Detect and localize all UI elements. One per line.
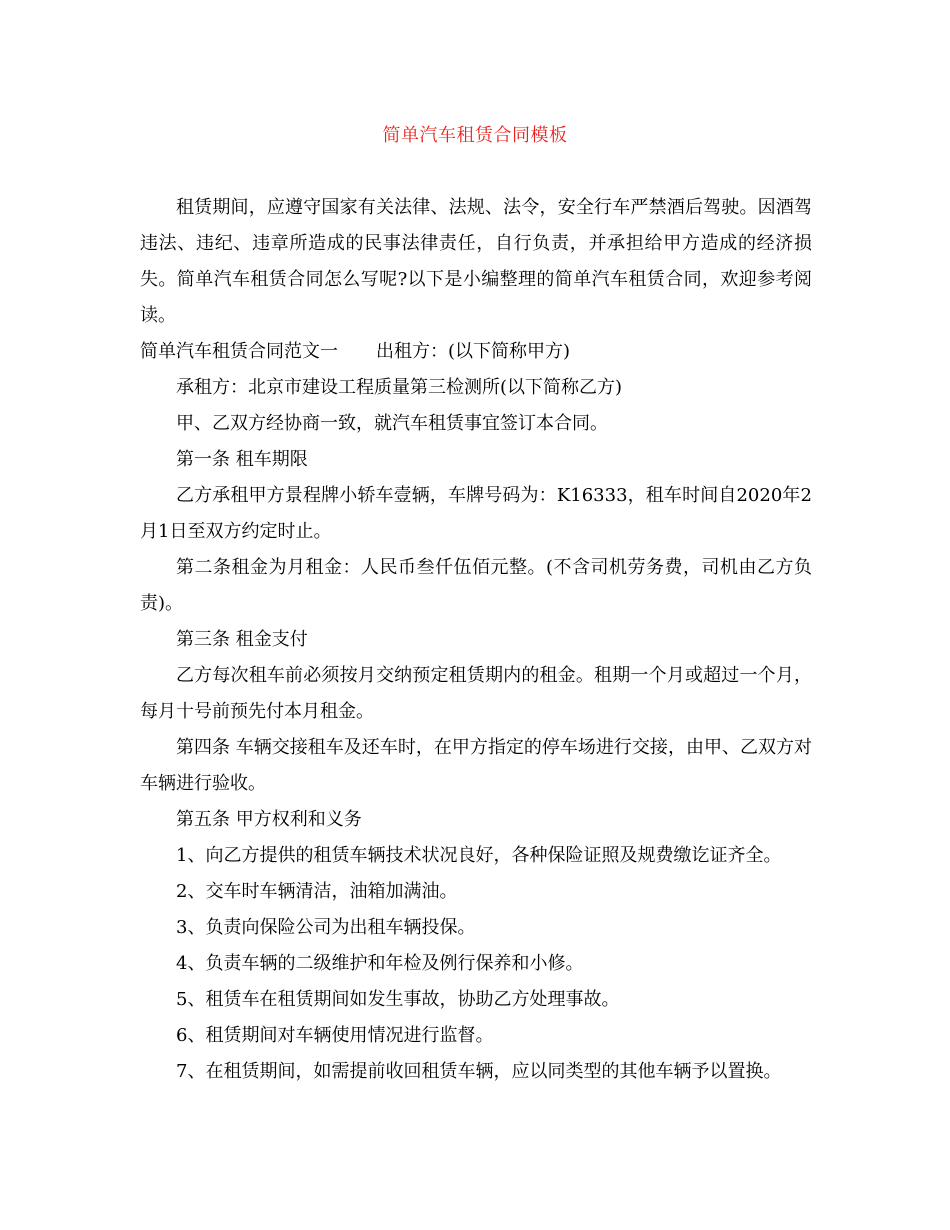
article-5-title: 第五条 甲方权利和义务 [176, 809, 362, 830]
list-item: 7、在租赁期间，如需提前收回租赁车辆，应以同类型的其他车辆予以置换。 [176, 1061, 782, 1082]
list-item: 3、负责向保险公司为出租车辆投保。 [176, 917, 476, 938]
list-item: 2、交车时车辆清洁，油箱加满油。 [176, 881, 458, 902]
article-4: 第四条 车辆交接租车及还车时，在甲方指定的停车场进行交接，由甲、乙双方对车辆进行验收。 [140, 737, 812, 794]
article-3-body: 乙方每次租车前必须按月交纳预定租赁期内的租金。租期一个月或超过一个月，每月十号前预先付本月租金。 [140, 665, 812, 722]
article-1-body: 乙方承租甲方景程牌小轿车壹辆，车牌号码为：K16333，租车时间自2020年2月1日至双方约定时止。 [140, 485, 812, 542]
lessor-line: 出租方：(以下简称甲方) [376, 341, 571, 362]
list-item: 6、租赁期间对车辆使用情况进行监督。 [176, 1025, 494, 1046]
article-3-title: 第三条 租金支付 [176, 629, 308, 650]
lessee-line: 承租方：北京市建设工程质量第三检测所(以下简称乙方) [176, 377, 623, 398]
list-item: 1、向乙方提供的租赁车辆技术状况良好，各种保险证照及规费缴讫证齐全。 [176, 845, 782, 866]
sample-heading: 简单汽车租赁合同范文一 [140, 341, 338, 362]
sample-heading-line [140, 334, 812, 370]
document-body [140, 190, 812, 1090]
article-2: 第二条租金为月租金：人民币叁仟伍佰元整。(不含司机劳务费，司机由乙方负责)。 [140, 557, 812, 614]
list-item: 4、负责车辆的二级维护和年检及例行保养和小修。 [176, 953, 584, 974]
article-1-title: 第一条 租车期限 [176, 449, 308, 470]
list-item: 5、租赁车在租赁期间如发生事故，协助乙方处理事故。 [176, 989, 620, 1010]
agreement-line: 甲、乙双方经协商一致，就汽车租赁事宜签订本合同。 [176, 413, 608, 434]
intro-paragraph: 租赁期间，应遵守国家有关法律、法规、法令，安全行车严禁酒后驾驶。因酒驾违法、违纪、违章所造成的民事法律责任，自行负责，并承担给甲方造成的经济损失。简单汽车租赁合同怎么写呢?以下是小编整理的简单汽车租赁合同，欢迎参考阅读。 [140, 197, 812, 326]
document-title: 简单汽车租赁合同模板 [382, 125, 568, 146]
